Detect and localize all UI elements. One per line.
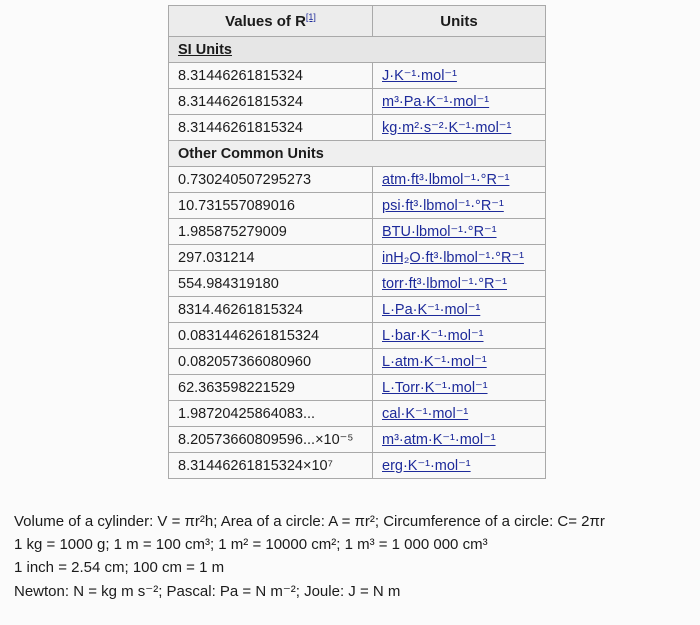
formula-note-geometry: Volume of a cylinder: V = πr²h; Area of a circle: A = πr²; Circumference of a circle: C= 2πr [14, 513, 605, 530]
units-link[interactable]: J·K⁻¹·mol⁻¹ [382, 67, 457, 84]
units-link[interactable]: m³·Pa·K⁻¹·mol⁻¹ [382, 93, 490, 110]
table-row: 1.985875279009 BTU·lbmol⁻¹·°R⁻¹ [169, 219, 546, 245]
formula-note-units: Newton: N = kg m s⁻²; Pascal: Pa = N m⁻²; Joule: J = N m [14, 583, 401, 600]
formula-note-conversions: 1 kg = 1000 g; 1 m = 100 cm³; 1 m² = 10000 cm²; 1 m³ = 1 000 000 cm³ [14, 536, 488, 553]
units-link[interactable]: L·bar·K⁻¹·mol⁻¹ [382, 327, 484, 344]
si-section-row [169, 37, 546, 63]
units-link[interactable]: L·Torr·K⁻¹·mol⁻¹ [382, 379, 488, 396]
formula-note-length: 1 inch = 2.54 cm; 100 cm = 1 m [14, 559, 225, 576]
table-row: 297.031214 inH₂O·ft³·lbmol⁻¹·°R⁻¹ [169, 245, 546, 271]
units-link[interactable]: m³·atm·K⁻¹·mol⁻¹ [382, 431, 496, 448]
units-link[interactable]: BTU·lbmol⁻¹·°R⁻¹ [382, 223, 497, 240]
table-header-row [169, 6, 546, 37]
table-row: 8.31446261815324×10⁷ erg·K⁻¹·mol⁻¹ [169, 453, 546, 479]
units-link[interactable]: L·atm·K⁻¹·mol⁻¹ [382, 353, 487, 370]
other-section-row [169, 141, 546, 167]
units-link[interactable]: cal·K⁻¹·mol⁻¹ [382, 405, 469, 422]
table-row: 8.31446261815324 kg·m²·s⁻²·K⁻¹·mol⁻¹ [169, 115, 546, 141]
other-section-label: Other Common Units [169, 141, 373, 167]
table-row: 8.20573660809596...×10⁻⁵ m³·atm·K⁻¹·mol⁻¹ [169, 427, 546, 453]
table-row: 10.731557089016 psi·ft³·lbmol⁻¹·°R⁻¹ [169, 193, 546, 219]
units-link[interactable]: torr·ft³·lbmol⁻¹·°R⁻¹ [382, 275, 508, 292]
reference-link[interactable]: [1] [305, 12, 316, 22]
table-row: 0.0831446261815324 L·bar·K⁻¹·mol⁻¹ [169, 323, 546, 349]
header-values [169, 6, 373, 37]
si-section-label: SI Units [169, 37, 373, 63]
table-row: 8314.46261815324 L·Pa·K⁻¹·mol⁻¹ [169, 297, 546, 323]
units-link[interactable]: inH₂O·ft³·lbmol⁻¹·°R⁻¹ [382, 249, 524, 266]
units-link[interactable]: psi·ft³·lbmol⁻¹·°R⁻¹ [382, 197, 504, 214]
gas-constant-table [168, 5, 546, 479]
table-row: 554.984319180 torr·ft³·lbmol⁻¹·°R⁻¹ [169, 271, 546, 297]
units-link[interactable]: L·Pa·K⁻¹·mol⁻¹ [382, 301, 481, 318]
table-row: 0.082057366080960 L·atm·K⁻¹·mol⁻¹ [169, 349, 546, 375]
units-link[interactable]: kg·m²·s⁻²·K⁻¹·mol⁻¹ [382, 119, 512, 136]
table-row: 1.98720425864083... cal·K⁻¹·mol⁻¹ [169, 401, 546, 427]
table-row: 8.31446261815324 J·K⁻¹·mol⁻¹ [169, 63, 546, 89]
header-units: Units [373, 6, 546, 37]
table-row: 8.31446261815324 m³·Pa·K⁻¹·mol⁻¹ [169, 89, 546, 115]
table-row: 62.363598221529 L·Torr·K⁻¹·mol⁻¹ [169, 375, 546, 401]
header-values-label: Values of R [225, 13, 306, 30]
units-link[interactable]: erg·K⁻¹·mol⁻¹ [382, 457, 471, 474]
units-link[interactable]: atm·ft³·lbmol⁻¹·°R⁻¹ [382, 171, 510, 188]
table-row: 0.730240507295273 atm·ft³·lbmol⁻¹·°R⁻¹ [169, 167, 546, 193]
